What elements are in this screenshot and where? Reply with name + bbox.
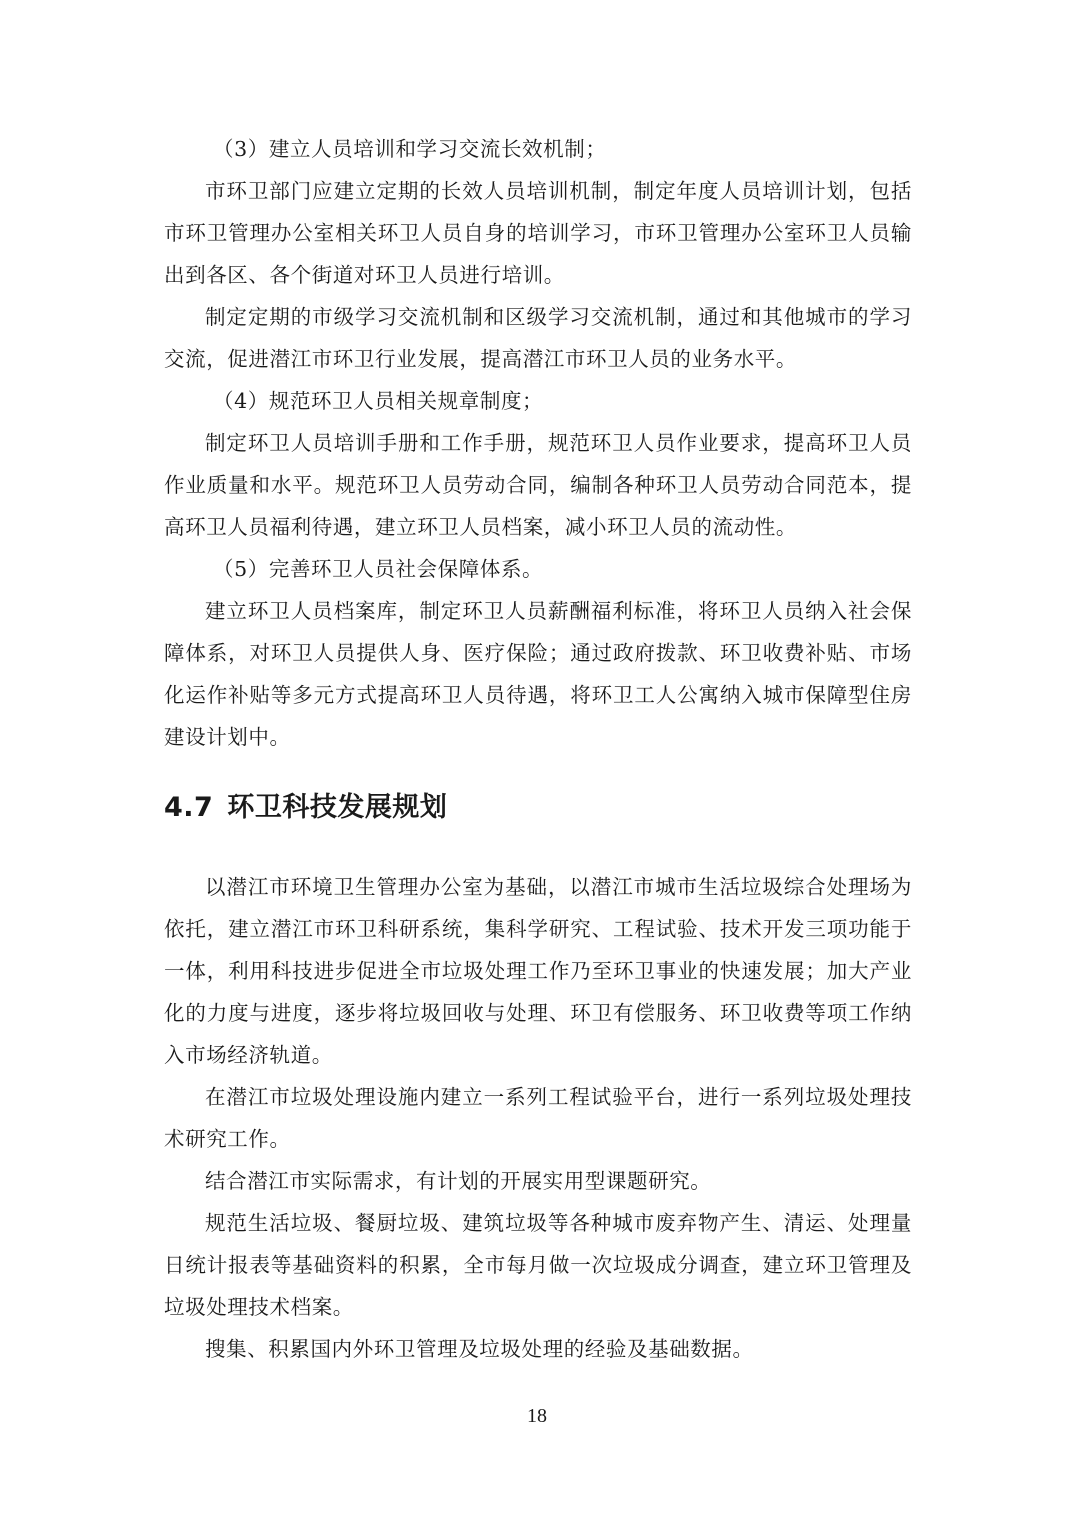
body-paragraph: 搜集、积累国内外环卫管理及垃圾处理的经验及基础数据。 <box>205 1337 754 1361</box>
body-paragraph: 市环卫部门应建立定期的长效人员培训机制，制定年度人员培训计划，包括市环卫管理办公室相关环卫人员自身的培训学习，市环卫管理办公室环卫人员输出到各区、各个街道对环卫人员进行培训。 <box>164 179 912 287</box>
body-paragraph: 制定定期的市级学习交流机制和区级学习交流机制，通过和其他城市的学习交流，促进潜江市环卫行业发展，提高潜江市环卫人员的业务水平。 <box>164 305 912 371</box>
body-paragraph: 在潜江市垃圾处理设施内建立一系列工程试验平台，进行一系列垃圾处理技术研究工作。 <box>164 1085 912 1151</box>
body-paragraph: 以潜江市环境卫生管理办公室为基础，以潜江市城市生活垃圾综合处理场为依托，建立潜江市环卫科研系统，集科学研究、工程试验、技术开发三项功能于一体，利用科技进步促进全市垃圾处理工作乃至环卫事业的快速发展；加大产业化的力度与进度，逐步将垃圾回收与处理、环卫有偿服务、环卫收费等项工作纳入市场经济轨道。 <box>164 875 912 1067</box>
subsection-title-3: （3）建立人员培训和学习交流长效机制； <box>213 137 607 161</box>
page-content <box>164 128 912 1370</box>
body-paragraph: 规范生活垃圾、餐厨垃圾、建筑垃圾等各种城市废弃物产生、清运、处理量日统计报表等基础资料的积累，全市每月做一次垃圾成分调查，建立环卫管理及垃圾处理技术档案。 <box>164 1211 912 1319</box>
subsection-title-5: （5）完善环卫人员社会保障体系。 <box>213 557 544 581</box>
page-number: 18 <box>527 1405 547 1427</box>
body-paragraph: 建立环卫人员档案库，制定环卫人员薪酬福利标准，将环卫人员纳入社会保障体系，对环卫人员提供人身、医疗保险；通过政府拨款、环卫收费补贴、市场化运作补贴等多元方式提高环卫人员待遇，将环卫工人公寓纳入城市保障型住房建设计划中。 <box>164 599 912 749</box>
section-number: 4.7 <box>164 792 214 823</box>
section-title: 环卫科技发展规划 <box>227 792 448 823</box>
subsection-title-4: （4）规范环卫人员相关规章制度； <box>213 389 544 413</box>
body-paragraph: 结合潜江市实际需求，有计划的开展实用型课题研究。 <box>205 1169 712 1193</box>
body-paragraph: 制定环卫人员培训手册和工作手册，规范环卫人员作业要求，提高环卫人员作业质量和水平。规范环卫人员劳动合同，编制各种环卫人员劳动合同范本，提高环卫人员福利待遇，建立环卫人员档案，减小环卫人员的流动性。 <box>164 431 912 539</box>
section-heading <box>164 788 912 828</box>
